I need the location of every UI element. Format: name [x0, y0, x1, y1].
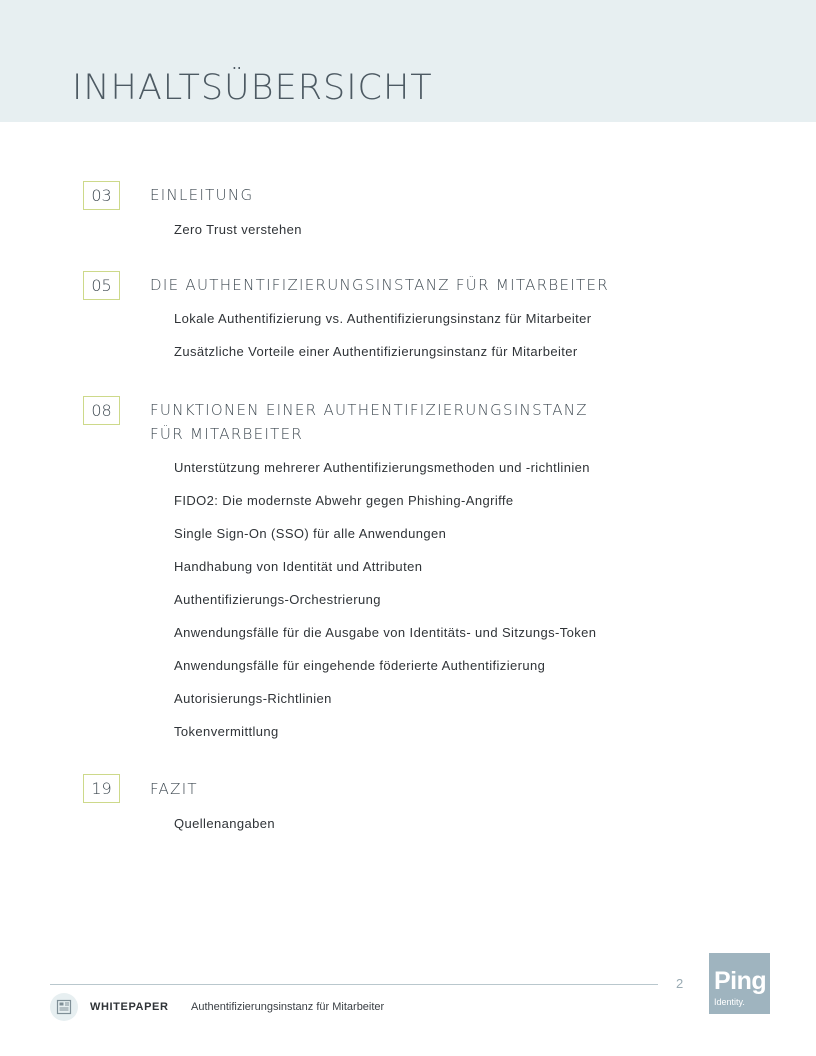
- toc-item[interactable]: Quellenangaben: [174, 816, 276, 831]
- section-heading-line1[interactable]: FUNKTIONEN EINER AUTHENTIFIZIERUNGSINSTANZ: [150, 401, 588, 419]
- toc-item[interactable]: Anwendungsfälle für die Ausgabe von Identitäts- und Sitzungs-Token: [174, 625, 597, 640]
- page-number-box[interactable]: 03: [83, 181, 120, 210]
- logo-main-text: Ping: [714, 967, 767, 995]
- toc-item[interactable]: Autorisierungs-Richtlinien: [174, 691, 332, 706]
- toc-item[interactable]: FIDO2: Die modernste Abwehr gegen Phishing-Angriffe: [174, 493, 514, 508]
- toc-item[interactable]: Single Sign-On (SSO) für alle Anwendungen: [174, 526, 447, 541]
- toc-item[interactable]: Handhabung von Identität und Attributen: [174, 559, 423, 574]
- toc-item[interactable]: Zero Trust verstehen: [174, 222, 302, 237]
- document-icon: [50, 993, 78, 1021]
- toc-item[interactable]: Tokenvermittlung: [174, 724, 279, 739]
- page-title: INHALTSÜBERSICHT: [72, 68, 433, 108]
- toc-item[interactable]: Unterstützung mehrerer Authentifizierungsmethoden und -richtlinien: [174, 460, 590, 475]
- section-heading[interactable]: DIE AUTHENTIFIZIERUNGSINSTANZ FÜR MITARBEITER: [150, 276, 610, 294]
- ping-identity-logo: [709, 953, 770, 1014]
- toc-item[interactable]: Anwendungsfälle für eingehende föderierte Authentifizierung: [174, 658, 546, 673]
- footer-divider: [50, 984, 658, 985]
- page-number-box[interactable]: 19: [83, 774, 120, 803]
- toc-item[interactable]: Lokale Authentifizierung vs. Authentifizierungsinstanz für Mitarbeiter: [174, 311, 592, 326]
- section-heading-line2[interactable]: FÜR MITARBEITER: [150, 425, 304, 443]
- section-heading[interactable]: FAZIT: [150, 780, 198, 798]
- footer-doc-title: Authentifizierungsinstanz für Mitarbeiter: [191, 1001, 385, 1013]
- page-number: 2: [676, 976, 684, 991]
- footer-label: WHITEPAPER: [90, 1001, 169, 1013]
- toc-item[interactable]: Authentifizierungs-Orchestrierung: [174, 592, 381, 607]
- toc-item[interactable]: Zusätzliche Vorteile einer Authentifizierungsinstanz für Mitarbeiter: [174, 344, 578, 359]
- page-number-box[interactable]: 08: [83, 396, 120, 425]
- page-number-box[interactable]: 05: [83, 271, 120, 300]
- logo-sub-text: Identity.: [714, 997, 745, 1007]
- section-heading[interactable]: EINLEITUNG: [150, 186, 254, 204]
- header-band: [0, 0, 816, 122]
